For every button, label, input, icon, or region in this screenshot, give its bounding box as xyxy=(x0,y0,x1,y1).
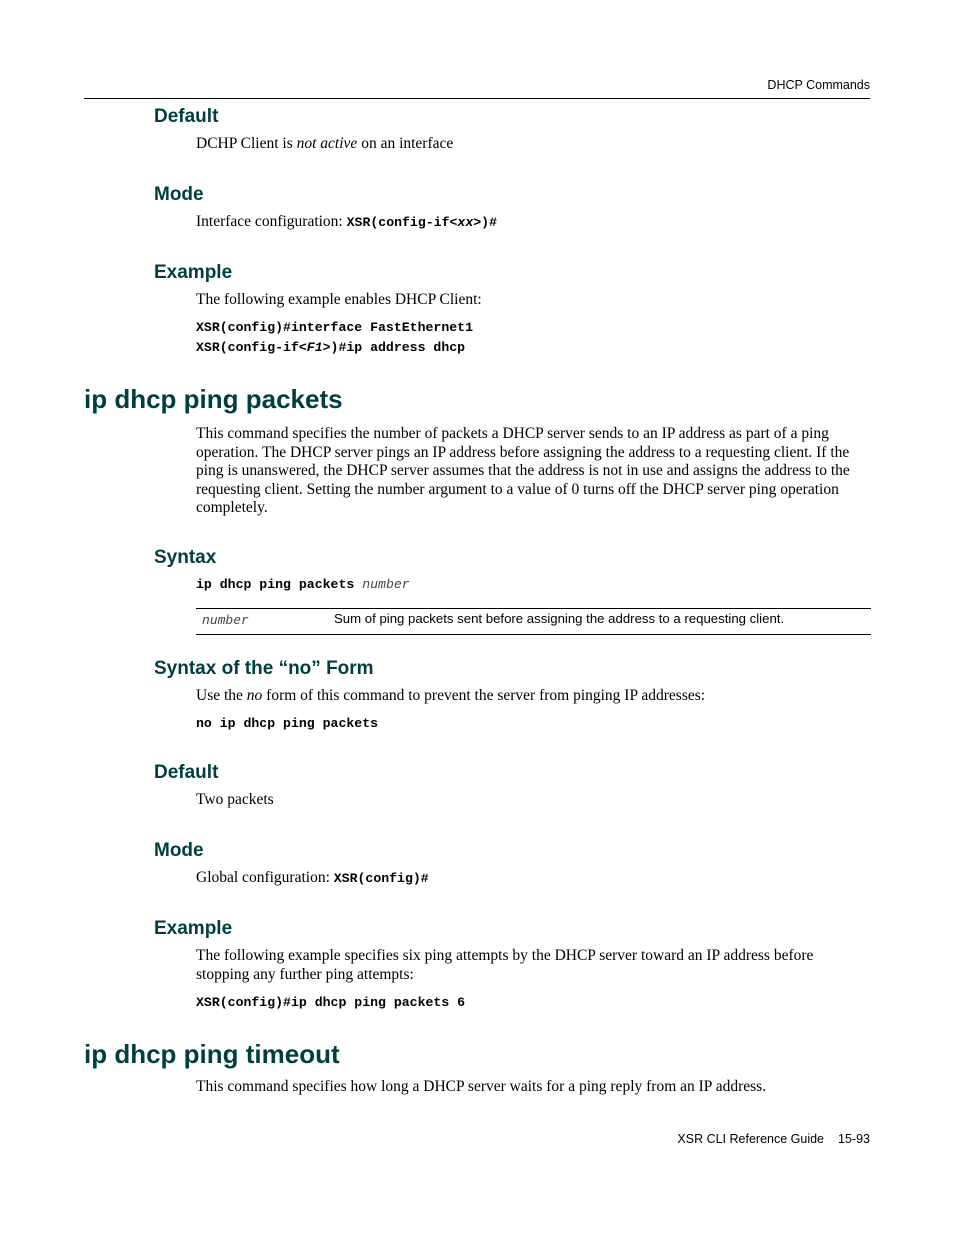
example-code-line-1: XSR(config)#interface FastEthernet1 xyxy=(196,320,473,335)
example-heading: Example xyxy=(154,262,233,283)
mode-heading: Mode xyxy=(154,184,204,205)
default-heading: Default xyxy=(154,106,219,127)
example-command-2: XSR(config)#ip dhcp ping packets 6 xyxy=(196,995,466,1010)
no-form-text: Use the no form of this command to prevent the server from pinging IP addresses: xyxy=(196,687,706,704)
example-text: The following example enables DHCP Client: xyxy=(196,291,482,308)
parameter-table xyxy=(196,608,871,635)
mode-prompt-2: XSR(config)# xyxy=(333,871,429,886)
mode-prompt: XSR(config-if<xx>)# xyxy=(346,215,497,230)
running-head: DHCP Commands xyxy=(767,78,870,92)
example-code-line-2: XSR(config-if<F1>)#ip address dhcp xyxy=(196,340,466,355)
example-text-2: The following example specifies six ping attempts by the DHCP server toward an IP address before stopping any further ping attempts: xyxy=(196,947,814,983)
command-title-ping-timeout: ip dhcp ping timeout xyxy=(84,1039,340,1069)
example-heading-2: Example xyxy=(154,918,233,939)
guide-title: XSR CLI Reference Guide xyxy=(677,1132,825,1146)
page-footer xyxy=(84,1132,870,1146)
header-rule xyxy=(84,98,870,99)
syntax-param: number xyxy=(362,577,410,592)
default-text-emphasis: not active xyxy=(296,135,358,152)
command-description-2: This command specifies how long a DHCP server waits for a ping reply from an IP address. xyxy=(196,1078,767,1095)
no-form-heading: Syntax of the “no” Form xyxy=(154,658,374,679)
mode-heading-2: Mode xyxy=(154,840,204,861)
default-text-2: Two packets xyxy=(196,791,274,808)
default-text: DCHP Client is not active on an interface xyxy=(196,135,454,152)
parameter-term: number xyxy=(202,613,249,628)
page-number: 15-93 xyxy=(838,1132,870,1146)
parameter-description: Sum of ping packets sent before assigning the address to a requesting client. xyxy=(334,611,785,626)
mode-text: Interface configuration: XSR(config-if<xx>)# xyxy=(196,213,497,230)
default-heading-2: Default xyxy=(154,762,219,783)
syntax-command: ip dhcp ping packets number xyxy=(196,577,410,592)
command-title-ping-packets: ip dhcp ping packets xyxy=(84,384,343,414)
command-description: This command specifies the number of packets a DHCP server sends to an IP address as part of a ping operation. The DHCP server pings an IP address before assigning the address to a requesting client. If the ping is unanswered, the DHCP server assumes that the address is not in use and assigns the address to the requesting client. Setting the number argument to a value of 0 turns off the DHCP server ping operation completely. xyxy=(196,425,850,517)
no-form-command: no ip dhcp ping packets xyxy=(196,716,379,731)
syntax-heading: Syntax xyxy=(154,547,217,568)
mode-text-2: Global configuration: XSR(config)# xyxy=(196,869,429,886)
no-form-emphasis: no xyxy=(246,687,263,704)
